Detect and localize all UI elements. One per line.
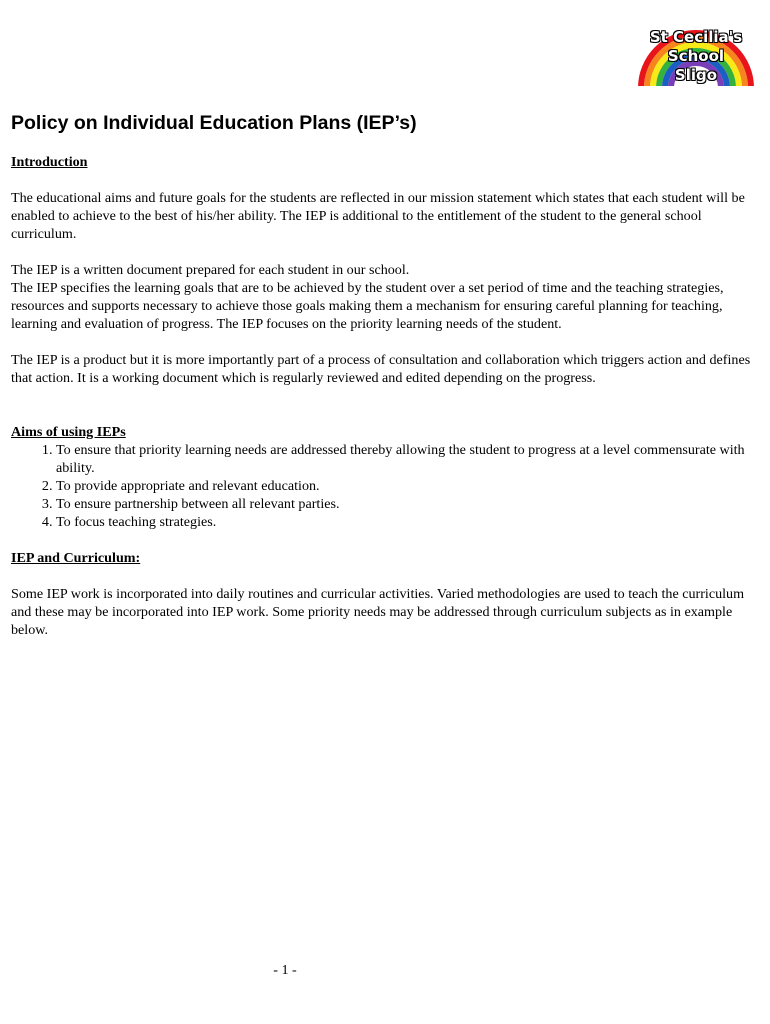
aims-item-4: 4. To focus teaching strategies.	[56, 513, 759, 531]
intro-paragraph-2b: The IEP specifies the learning goals that are to be achieved by the student over a set period of time and the teaching strategies, resources and supports necessary to achieve those goals making them a mechanism for ensuring careful planning for teaching, learning and evaluation of progress. The IEP focuses on the priority learning needs of the student.	[11, 280, 724, 332]
page-title: Policy on Individual Education Plans (IEP’s)	[11, 112, 417, 134]
logo-text	[636, 28, 756, 85]
page-number: - 1 -	[273, 962, 297, 978]
aims-item-1: 1. To ensure that priority learning needs are addressed thereby allowing the student to progress at a level commensurate with ability.	[56, 441, 759, 477]
curriculum-paragraph: Some IEP work is incorporated into daily routines and curricular activities. Varied methodologies are used to teach the curriculum and these may be incorporated into IEP work. Some priority needs may be addressed through curriculum subjects as in example below.	[11, 586, 745, 638]
aims-item-3: 3. To ensure partnership between all relevant parties.	[56, 495, 759, 513]
aims-list	[11, 441, 759, 531]
aims-item-2: 2. To provide appropriate and relevant education.	[56, 477, 759, 495]
intro-paragraph-1: The educational aims and future goals for the students are reflected in our mission statement which states that each student will be enabled to achieve to the best of his/her ability. The IEP is additional to the entitlement of the student to the general school curriculum.	[11, 190, 745, 242]
curriculum-heading: IEP and Curriculum:	[11, 550, 141, 566]
intro-heading: Introduction	[11, 154, 88, 170]
document-body	[11, 153, 759, 639]
logo-line-2: School	[667, 47, 725, 65]
logo-line-3: Sligo	[674, 66, 718, 84]
intro-paragraph-3: The IEP is a product but it is more importantly part of a process of consultation and collaboration which triggers action and defines that action. It is a working document which is regularly reviewed and edited depending on the progress.	[11, 352, 751, 386]
intro-paragraph-2a: The IEP is a written document prepared for each student in our school.	[11, 262, 410, 278]
aims-heading: Aims of using IEPs	[11, 424, 126, 440]
logo-line-1: St Cecilia's	[649, 28, 743, 46]
school-logo	[636, 26, 756, 86]
